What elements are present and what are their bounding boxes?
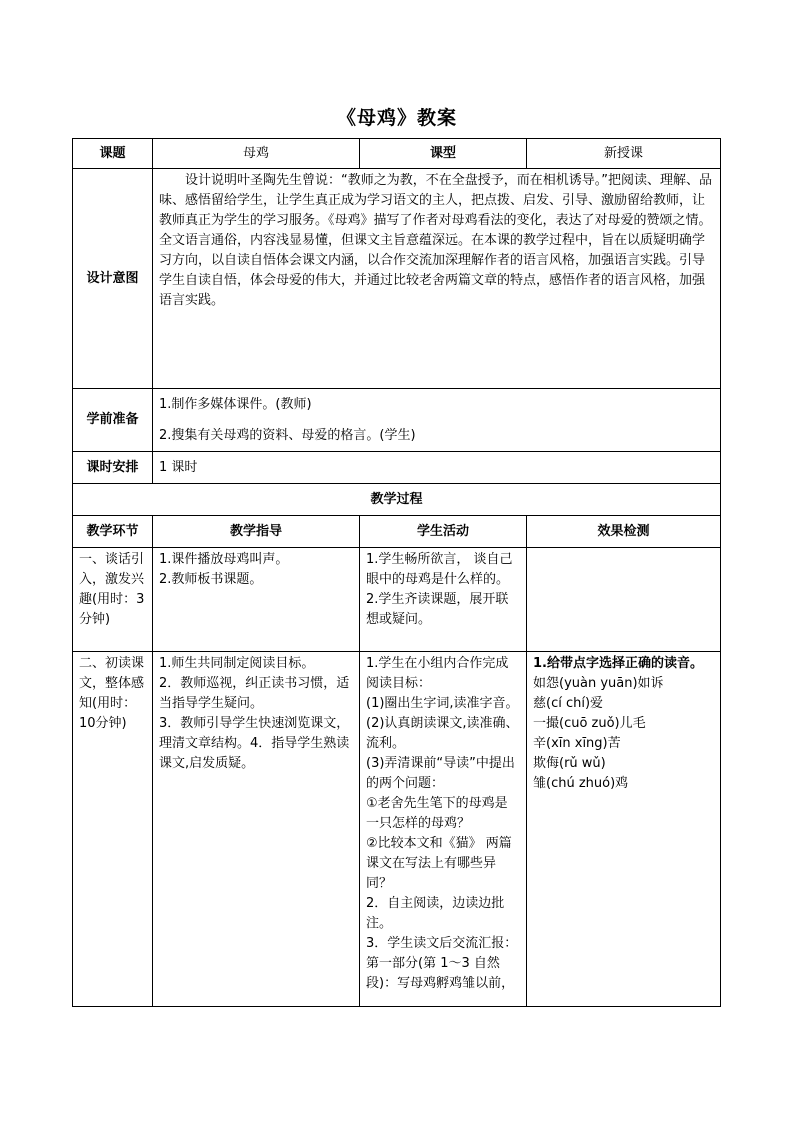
activity-cell	[360, 548, 527, 652]
activity-item: (1)圈出生字词,读准字音。	[366, 696, 519, 711]
schedule-label: 课时安排	[73, 452, 153, 484]
lesson-plan-table	[72, 138, 720, 1008]
lesson-type-label: 课型	[360, 139, 527, 169]
topic-label: 课题	[73, 139, 153, 169]
schedule-value: 1 课时	[153, 452, 721, 484]
assessment-cell	[527, 548, 721, 652]
preparation-label: 学前准备	[73, 389, 153, 452]
activity-cell	[360, 652, 527, 1007]
activity-item: 2.学生齐读课题，展开联想或疑问。	[366, 592, 509, 627]
step-cell: 二、初读课文，整体感知(用时：10分钟)	[73, 652, 153, 1007]
assessment-cell	[527, 652, 721, 1007]
assessment-item: 一撮(cuō zuǒ)儿毛	[533, 716, 646, 731]
activity-item: ①老舍先生笔下的母鸡是一只怎样的母鸡？	[366, 796, 508, 831]
activity-item: (2)认真朗读课文,读准确、流利。	[366, 716, 519, 751]
guidance-item: 2．教师巡视，纠正读书习惯，适当指导学生疑问。	[159, 676, 350, 711]
column-header-assessment: 效果检测	[527, 516, 721, 548]
preparation-item: 2.搜集有关母鸡的资料、母爱的格言。(学生)	[159, 428, 416, 443]
guidance-item: 2.教师板书课题。	[159, 572, 263, 587]
activity-item: 1.学生畅所欲言， 谈自己眼中的母鸡是什么样的。	[366, 552, 513, 587]
assessment-item: 欺侮(rǔ wǔ)	[533, 756, 606, 771]
guidance-cell	[153, 548, 360, 652]
assessment-item: 雏(chú zhuó)鸡	[533, 776, 629, 791]
design-intent-label: 设计意图	[73, 169, 153, 389]
lesson-type-value: 新授课	[527, 139, 721, 169]
activity-item: 1.学生在小组内合作完成阅读目标：	[366, 656, 509, 691]
guidance-item: 1.师生共同制定阅读目标。	[159, 656, 315, 671]
document-title: 《母鸡》教案	[336, 107, 457, 129]
guidance-cell	[153, 652, 360, 1007]
column-header-activity: 学生活动	[360, 516, 527, 548]
assessment-item: 慈(cí chí)爱	[533, 696, 604, 711]
design-intent-text: 设计说明叶圣陶先生曾说：“教师之为教，不在全盘授予，而在相机诱导。”把阅读、理解、品味、感悟留给学生，让学生真正成为学习语文的主人，把点拨、启发、引导、激励留给教师，让教师真正为学生的学习服务。《母鸡》描写了作者对母鸡看法的变化，表达了对母爱的赞颂之情。全文语言通俗，内容浅显易懂，但课文主旨意蕴深远。在本课的教学过程中，旨在以质疑明确学习方向，以自读自悟体会课文内涵，以合作交流加深理解作者的语言风格，加强语言实践。引导学生自读自悟，体会母爱的伟大，并通过比较老舍两篇文章的特点，感悟作者的语言风格，加强语言实践。	[153, 169, 721, 389]
step-cell: 一、谈话引入，激发兴趣(用时：3分钟)	[73, 548, 153, 652]
activity-item: 2．自主阅读，边读边批注。	[366, 896, 505, 931]
preparation-list	[153, 389, 721, 452]
process-title: 教学过程	[73, 484, 721, 516]
activity-item: ②比较本文和《猫》 两篇课文在写法上有哪些异同？	[366, 836, 512, 891]
topic-value: 母鸡	[153, 139, 360, 169]
assessment-item: 如怨(yuàn yuān)如诉	[533, 676, 664, 691]
guidance-item: 3．教师引导学生快速浏览课文，理清文章结构。4．指导学生熟读课文,启发质疑。	[159, 716, 350, 771]
activity-item: 3．学生读文后交流汇报：第一部分(第 1～3 自然段)：写母鸡孵鸡雏以前，	[366, 936, 518, 991]
guidance-item: 1.课件播放母鸡叫声。	[159, 552, 289, 567]
activity-item: (3)弄清课前“导读”中提出的两个问题：	[366, 756, 515, 791]
assessment-title: 1.给带点字选择正确的读音。	[533, 656, 703, 671]
assessment-item: 辛(xīn xīng)苦	[533, 736, 621, 751]
preparation-item: 1.制作多媒体课件。(教师)	[159, 397, 312, 412]
column-header-guidance: 教学指导	[153, 516, 360, 548]
column-header-step: 教学环节	[73, 516, 153, 548]
